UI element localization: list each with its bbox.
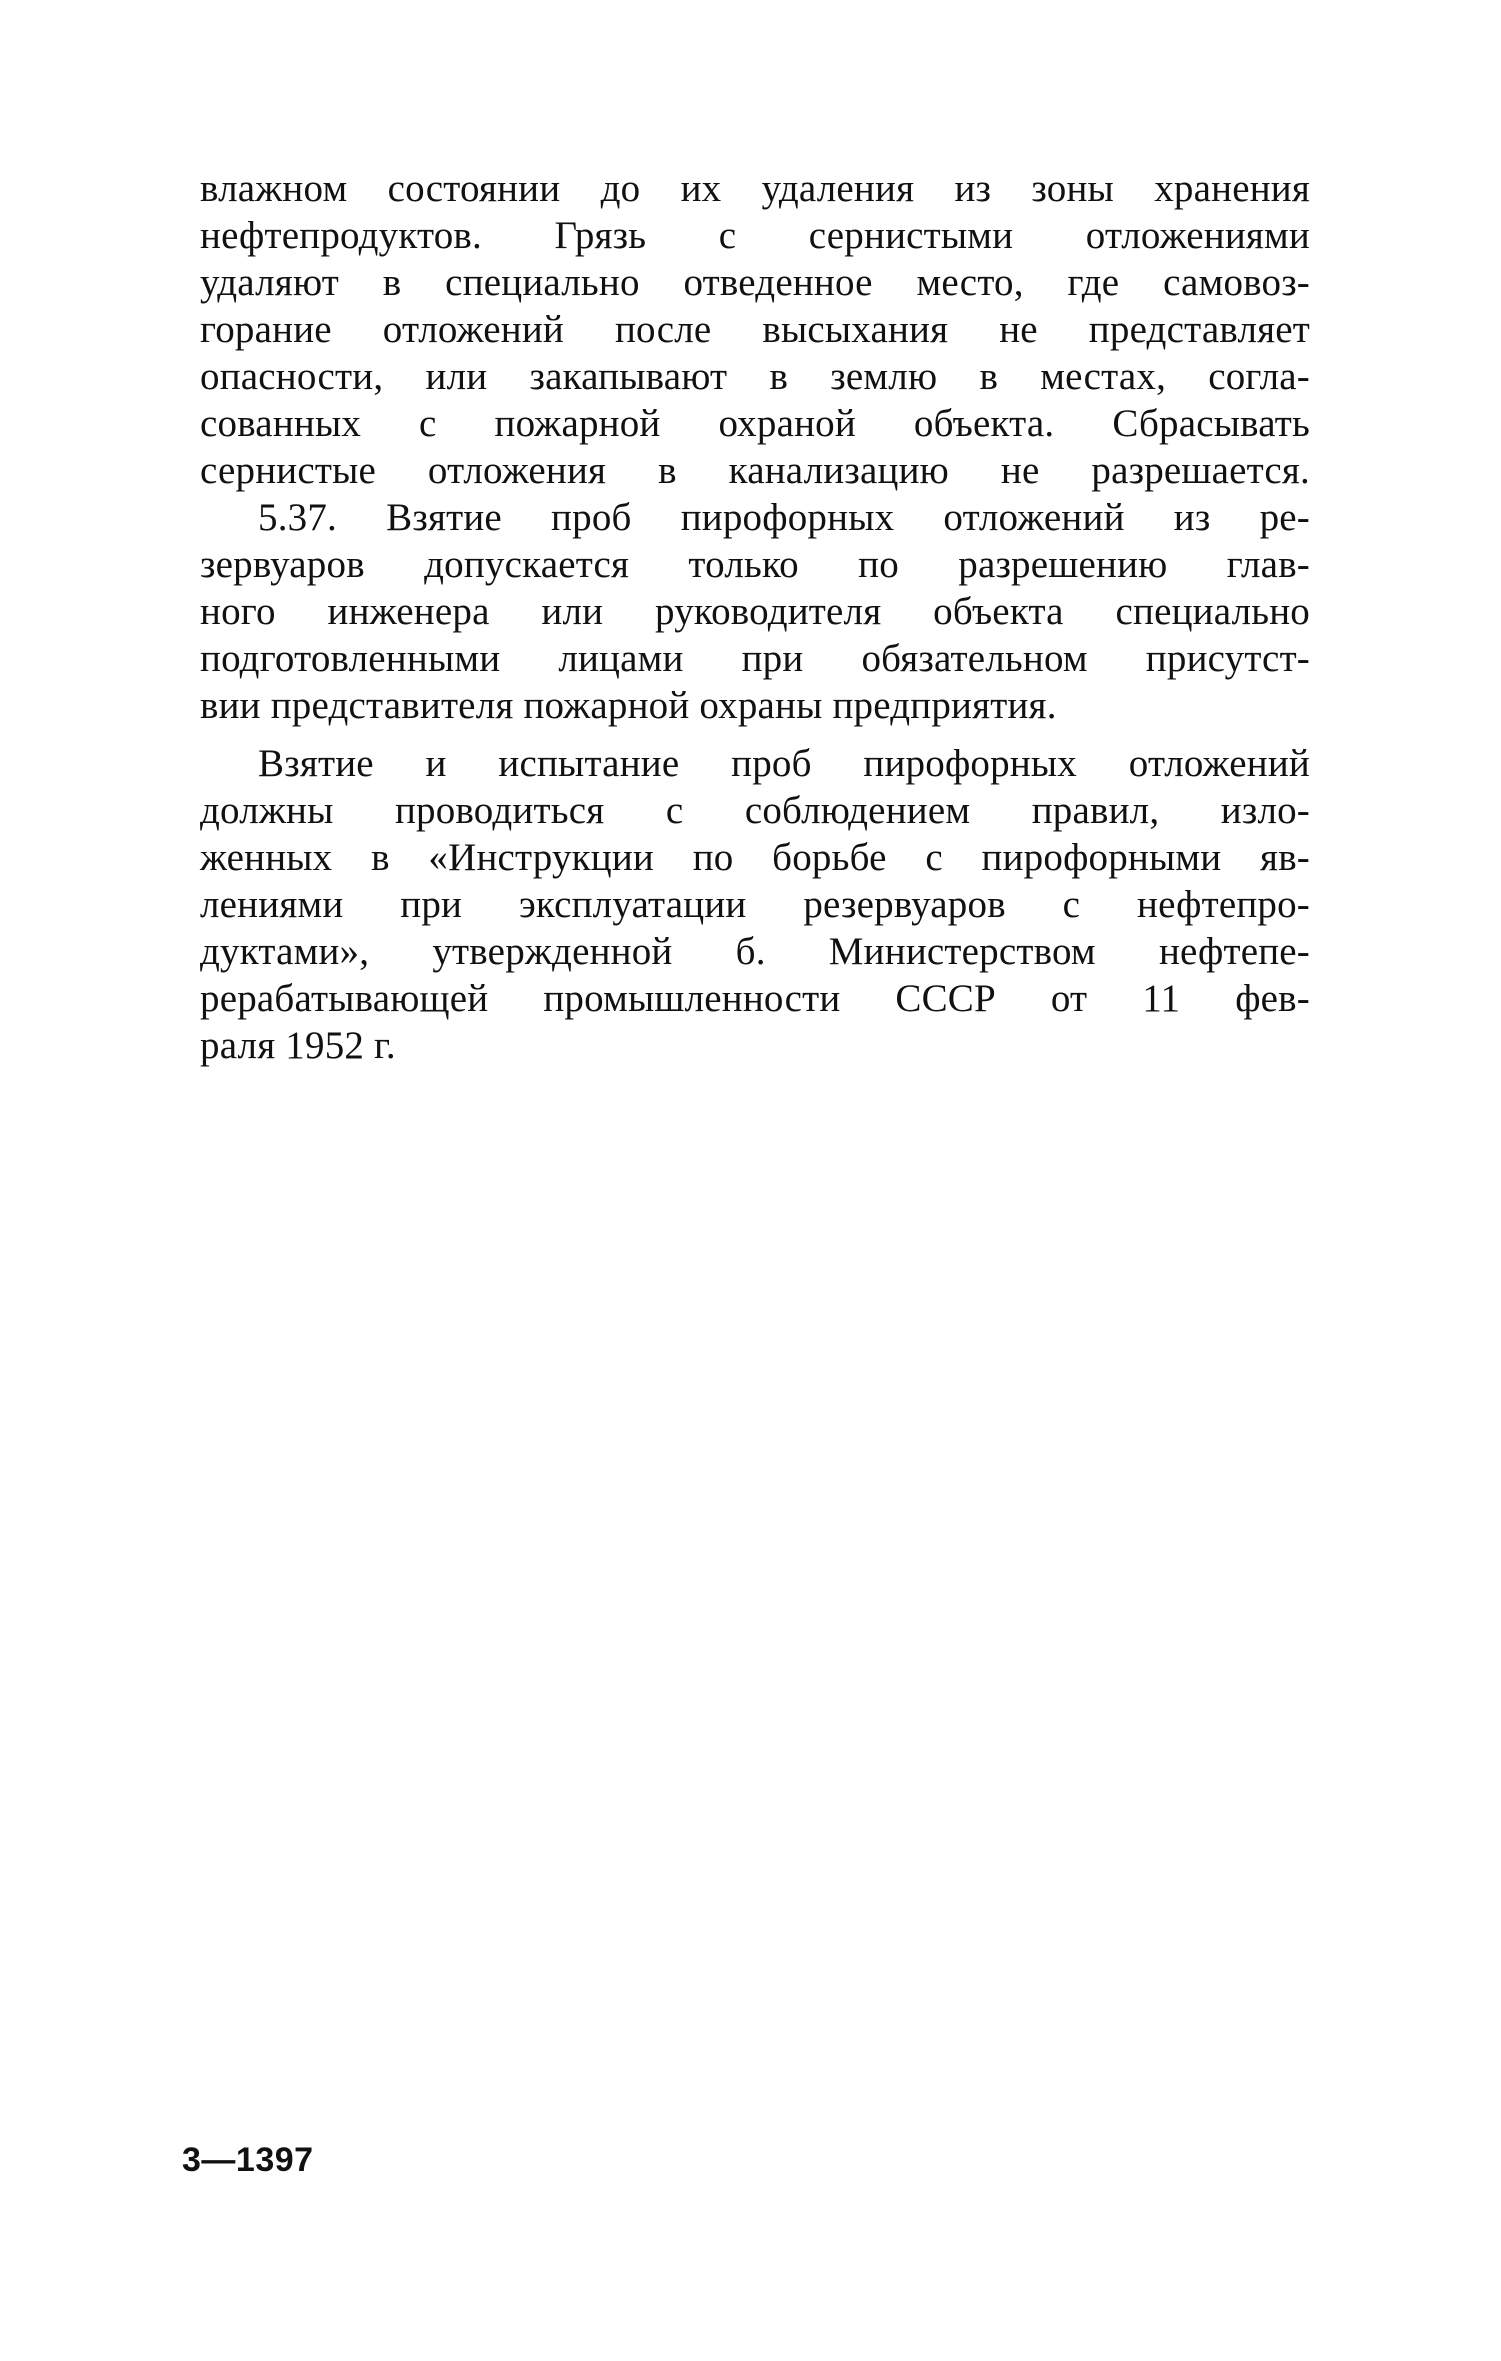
paragraph-spacer (200, 729, 1310, 740)
text-line: сернистые отложения в канализацию не разрешается. (200, 449, 1310, 492)
text-line: нефтепродуктов. Грязь с сернистыми отложениями (200, 214, 1310, 257)
text-line: подготовленными лицами при обязательном присутст- (200, 637, 1310, 680)
text-line: лениями при эксплуатации резервуаров с нефтепро- (200, 883, 1310, 926)
text-line: Взятие и испытание проб пирофорных отложений (258, 742, 1310, 785)
text-line: удаляют в специально отведенное место, где самовоз- (200, 261, 1310, 304)
text-line: влажном состоянии до их удаления из зоны хранения (200, 167, 1310, 210)
text-line: зервуаров допускается только по разрешению глав- (200, 543, 1310, 586)
text-line: горание отложений после высыхания не представляет (200, 308, 1310, 351)
text-line: опасности, или закапывают в землю в местах, согла- (200, 355, 1310, 398)
text-line: женных в «Инструкции по борьбе с пирофорными яв- (200, 836, 1310, 879)
text-line: сованных с пожарной охраной объекта. Сбрасывать (200, 402, 1310, 445)
printer-signature-mark: 3—1397 (182, 2141, 314, 2179)
body-text (200, 165, 1310, 1069)
text-line: рерабатывающей промышленности СССР от 11 фев- (200, 977, 1310, 1020)
text-line: ного инженера или руководителя объекта специально (200, 590, 1310, 633)
text-line: должны проводиться с соблюдением правил, изло- (200, 789, 1310, 832)
text-line: 5.37. Взятие проб пирофорных отложений из ре- (258, 496, 1310, 539)
text-line: вии представителя пожарной охраны предприятия. (200, 684, 1057, 727)
text-line: раля 1952 г. (200, 1024, 396, 1067)
text-line: дуктами», утвержденной б. Министерством нефтепе- (200, 930, 1310, 973)
